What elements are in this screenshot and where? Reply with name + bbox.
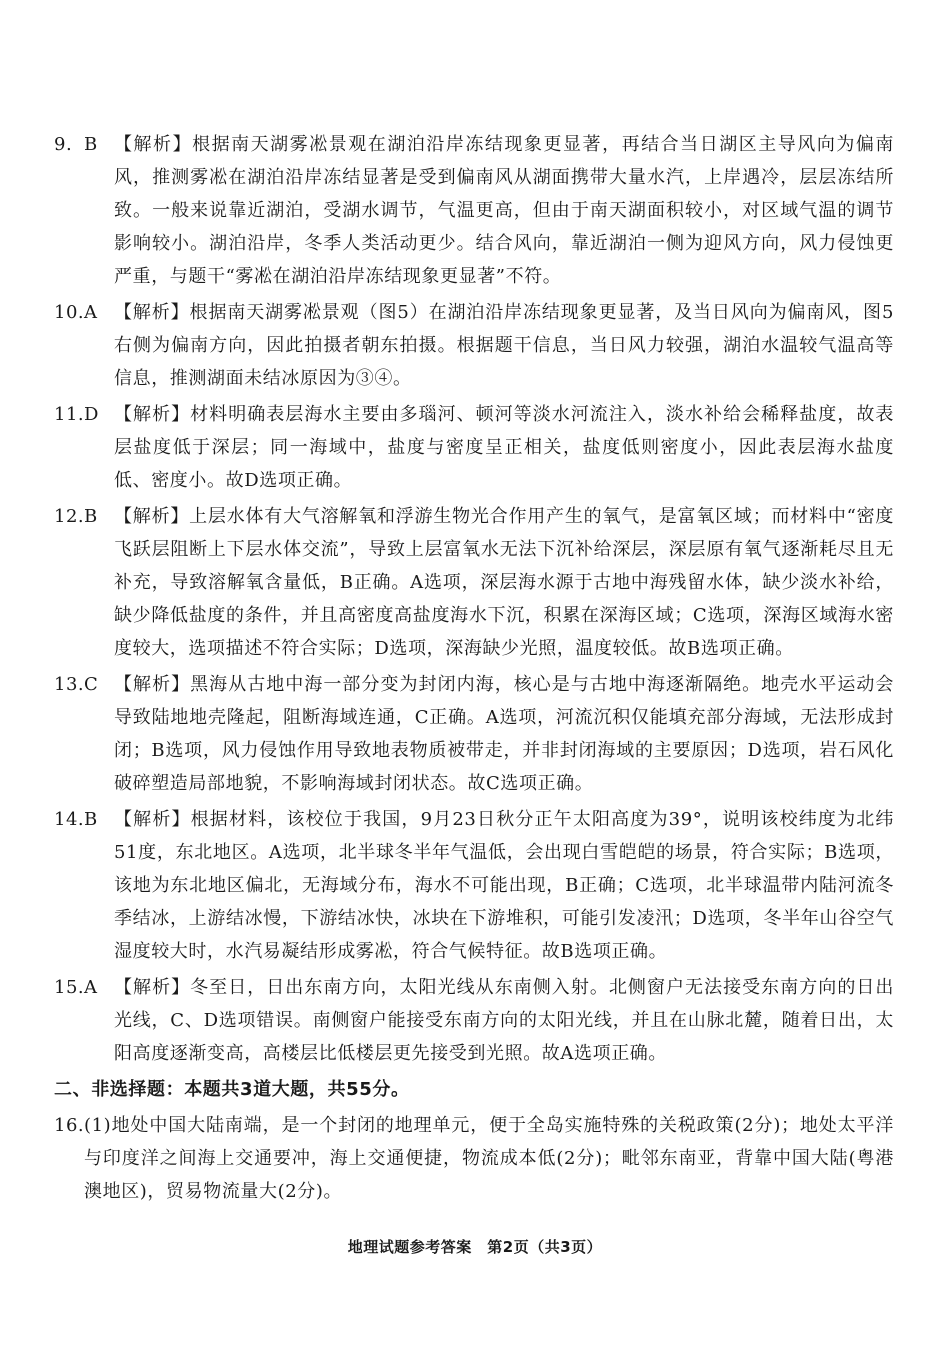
section-heading: 二、非选择题：本题共3道大题，共55分。 [54,1079,410,1100]
answer-letter: B [84,134,98,155]
answer-letter: C [84,674,98,695]
question-number: 10. [54,302,85,323]
question-number: 13. [54,674,85,695]
answer-item-10 [54,296,894,395]
question-number: 12. [54,506,85,527]
answer-letter: D [84,404,99,425]
question-number: 14. [54,809,85,830]
explanation-text: 【解析】材料明确表层海水主要由多瑙河、顿河等淡水河流注入，淡水补给会稀释盐度，故表层盐度低于深层；同一海域中，盐度与密度呈正相关，盐度低则密度小，因此表层海水盐度低、密度小。故D选项正确。 [114,404,894,491]
answer-letter: A [84,977,97,998]
question-number: 16. [54,1115,85,1136]
answer-item-9 [54,128,894,293]
question-number: 15. [54,977,85,998]
answer-letter: B [84,506,98,527]
explanation-text: 【解析】冬至日，日出东南方向，太阳光线从东南侧入射。北侧窗户无法接受东南方向的日出光线，C、D选项错误。南侧窗户能接受东南方向的太阳光线，并且在山脉北麓，随着日出，太阳高度逐渐变高，高楼层比低楼层更先接受到光照。故A选项正确。 [114,977,894,1064]
answer-letter: A [84,302,97,323]
explanation-text: 【解析】黑海从古地中海一部分变为封闭内海，核心是与古地中海逐渐隔绝。地壳水平运动会导致陆地地壳隆起，阻断海域连通，C正确。A选项，河流沉积仅能填充部分海域，无法形成封闭；B选项，风力侵蚀作用导致地表物质被带走，并非封闭海域的主要原因；D选项，岩石风化破碎塑造局部地貌，不影响海域封闭状态。故C选项正确。 [114,674,894,794]
answer-item-12 [54,500,894,665]
answer-item-11 [54,398,894,497]
page-footer: 地理试题参考答案 第2页（共3页） [347,1238,603,1256]
question-number: 9. [54,134,73,155]
answer-item-15 [54,971,894,1070]
explanation-text: 【解析】根据南天湖雾凇景观在湖泊沿岸冻结现象更显著，再结合当日湖区主导风向为偏南风，推测雾凇在湖泊沿岸冻结显著是受到偏南风从湖面携带大量水汽，上岸遇冷，层层冻结所致。一般来说靠近湖泊，受湖水调节，气温更高，但由于南天湖面积较小，对区域气温的调节影响较小。湖泊沿岸，冬季人类活动更少。结合风向，靠近湖泊一侧为迎风方向，风力侵蚀更严重，与题干“雾凇在湖泊沿岸冻结现象更显著”不符。 [114,134,894,287]
question-number: 11. [54,404,85,425]
answer-item-16 [54,1109,894,1208]
answer-content [54,128,894,1211]
explanation-text: 【解析】根据材料，该校位于我国，9月23日秋分正午太阳高度为39°，说明该校纬度为北纬51度，东北地区。A选项，北半球冬半年气温低，会出现白雪皑皑的场景，符合实际；B选项，该地为东北地区偏北，无海域分布，海水不可能出现，B正确；C选项，北半球温带内陆河流冬季结冰，上游结冰慢，下游结冰快，冰块在下游堆积，可能引发凌汛；D选项，冬半年山谷空气湿度较大时，水汽易凝结形成雾凇，符合气候特征。故B选项正确。 [114,809,894,962]
answer-item-14 [54,803,894,968]
answer-letter: B [84,809,98,830]
explanation-text: 【解析】上层水体有大气溶解氧和浮游生物光合作用产生的氧气，是富氧区域；而材料中“密度飞跃层阻断上下层水体交流”，导致上层富氧水无法下沉补给深层，深层原有氧气逐渐耗尽且无补充，导致溶解氧含量低，B正确。A选项，深层海水源于古地中海残留水体，缺少淡水补给，缺少降低盐度的条件，并且高密度高盐度海水下沉，积累在深海区域；C选项，深海区域海水密度较大，选项描述不符合实际；D选项，深海缺少光照，温度较低。故B选项正确。 [114,506,894,659]
explanation-text: (1)地处中国大陆南端，是一个封闭的地理单元，便于全岛实施特殊的关税政策(2分)；地处太平洋与印度洋之间海上交通要冲，海上交通便捷，物流成本低(2分)；毗邻东南亚，背靠中国大陆(粤港澳地区)，贸易物流量大(2分)。 [84,1115,894,1202]
explanation-text: 【解析】根据南天湖雾凇景观（图5）在湖泊沿岸冻结现象更显著，及当日风向为偏南风，图5右侧为偏南方向，因此拍摄者朝东拍摄。根据题干信息，当日风力较强，湖泊水温较气温高等信息，推测湖面未结冰原因为③④。 [114,302,894,389]
answer-item-13 [54,668,894,800]
